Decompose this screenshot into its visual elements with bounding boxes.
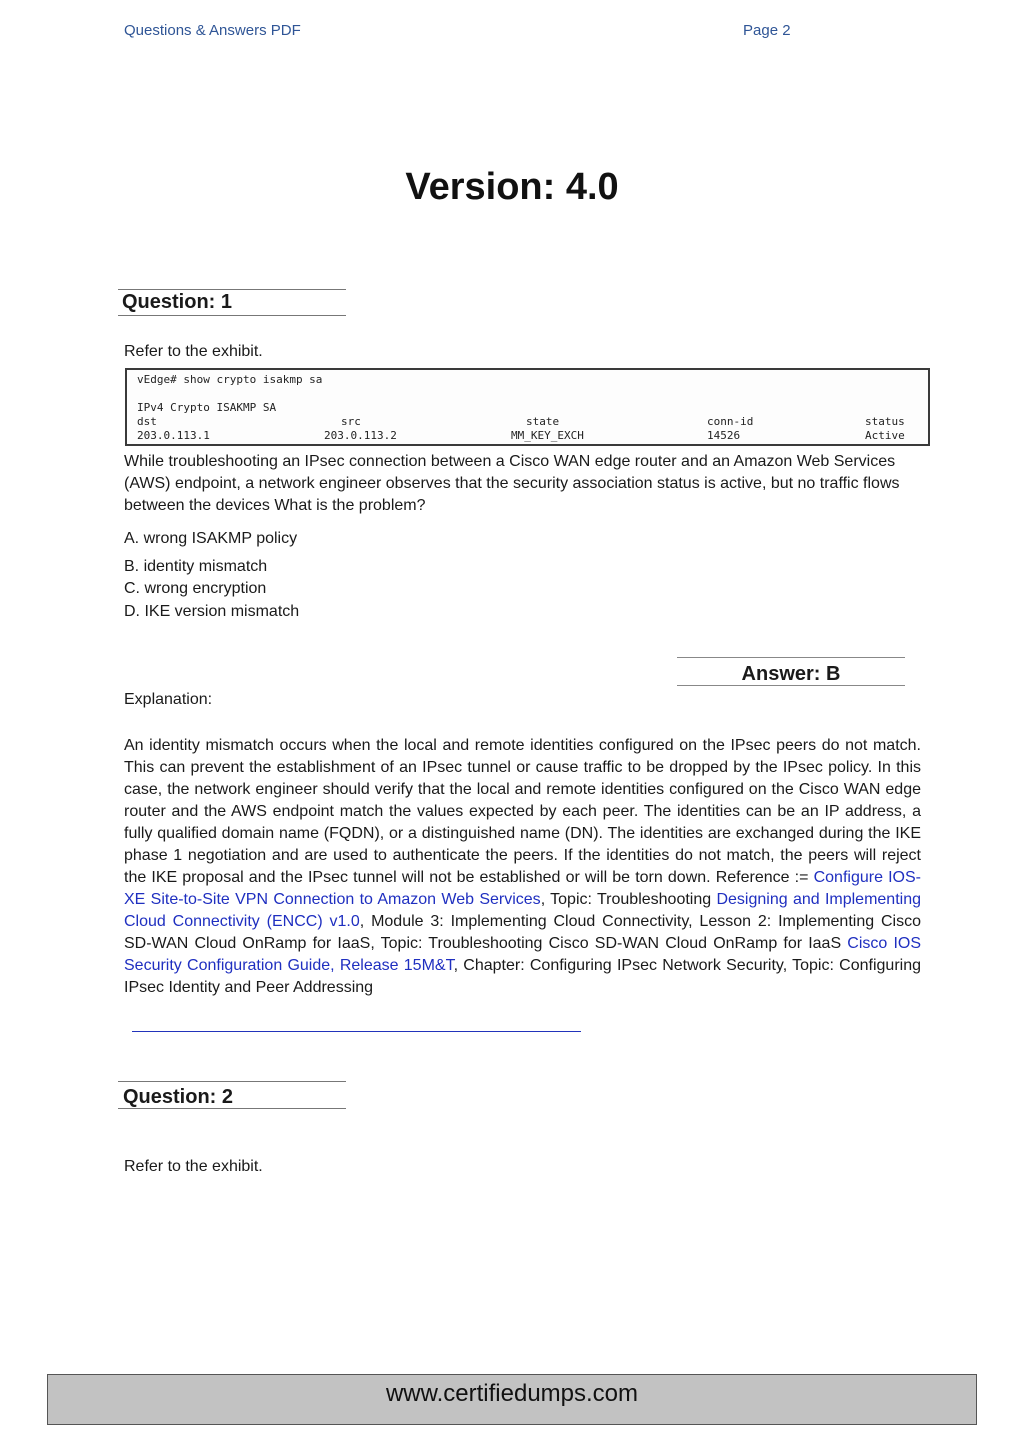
explanation-text-3: , Module 3: Implementing Cloud Connectivity, Lesson 2: Implementing Cisco SD-WAN Cloud OnRamp for IaaS, Topic: Troubleshooting Cisco SD-WAN Cloud OnRamp for IaaS	[124, 913, 921, 952]
question-2-heading: Question: 2	[118, 1081, 346, 1109]
explanation-text-1: An identity mismatch occurs when the local and remote identities configured on the IPsec peers do not match. This can prevent the establishment of an IPsec tunnel or cause traffic to be dropped by the IPsec policy. In this case, the network engineer should verify that the local and remote identities configured on the Cisco WAN edge router and the AWS endpoint match the values expected by each peer. The identities can be an IP address, a fully qualified domain name (FQDN), or a distinguished name (DN). The identities are exchanged during the IKE phase 1 negotiation and are used to authenticate the peers. If the identities do not match, the peers will reject the IKE proposal and the IPsec tunnel will not be established or will be torn down. Reference :=	[124, 737, 921, 886]
explanation-paragraph	[124, 735, 921, 999]
reference-link-aws-vpn[interactable]: Configure IOS-XE Site-to-Site VPN Connection to Amazon Web Services	[124, 869, 921, 908]
exhibit-cell-conn-id: 14526	[707, 429, 741, 442]
exhibit-header-conn-id: conn-id	[707, 415, 754, 428]
exhibit-cell-state: MM_KEY_EXCH	[511, 429, 584, 442]
page-number: Page 2	[743, 22, 791, 39]
exhibit-section-title: IPv4 Crypto ISAKMP SA	[137, 401, 277, 414]
exhibit-cli-output	[125, 368, 930, 446]
exhibit-cell-dst: 203.0.113.1	[137, 429, 210, 442]
version-title: Version: 4.0	[405, 166, 619, 208]
option-b: B. identity mismatch	[124, 558, 268, 575]
question-1-heading: Question: 1	[118, 289, 346, 316]
footer-url[interactable]: www.certifiedumps.com	[385, 1380, 639, 1407]
exhibit-cell-status: Active	[865, 429, 905, 442]
explanation-text-2: , Topic: Troubleshooting	[540, 891, 717, 908]
exhibit-header-dst: dst	[137, 415, 157, 428]
option-d: D. IKE version mismatch	[124, 603, 300, 620]
exhibit-header-status: status	[865, 415, 905, 428]
answer-heading: Answer: B	[677, 657, 905, 686]
reference-link-ios-security-guide[interactable]: Cisco IOS Security Configuration Guide, Release 15M&T	[124, 935, 922, 974]
question-1-refer-text: Refer to the exhibit.	[124, 343, 263, 360]
question-2-refer-text: Refer to the exhibit.	[124, 1158, 263, 1175]
question-1-stem: While troubleshooting an IPsec connection between a Cisco WAN edge router and an Amazon Web Services (AWS) endpoint, a network engineer observes that the security association status is active, but no traffic flows between the devices What is the problem?	[124, 453, 900, 514]
header-title: Questions & Answers PDF	[124, 22, 301, 39]
exhibit-cell-src: 203.0.113.2	[324, 429, 397, 442]
option-c: C. wrong encryption	[124, 580, 267, 597]
option-a: A. wrong ISAKMP policy	[124, 530, 298, 547]
exhibit-header-src: src	[341, 415, 361, 428]
exhibit-command: vEdge# show crypto isakmp sa	[137, 373, 323, 386]
explanation-divider	[132, 1031, 581, 1032]
explanation-label: Explanation:	[124, 691, 213, 708]
explanation-text-4: , Chapter: Configuring IPsec Network Security, Topic: Configuring IPsec Identity and Peer Addressing	[124, 957, 921, 996]
reference-link-encc-course[interactable]: Designing and Implementing Cloud Connectivity (ENCC) v1.0	[124, 891, 922, 930]
exhibit-header-state: state	[526, 415, 560, 428]
